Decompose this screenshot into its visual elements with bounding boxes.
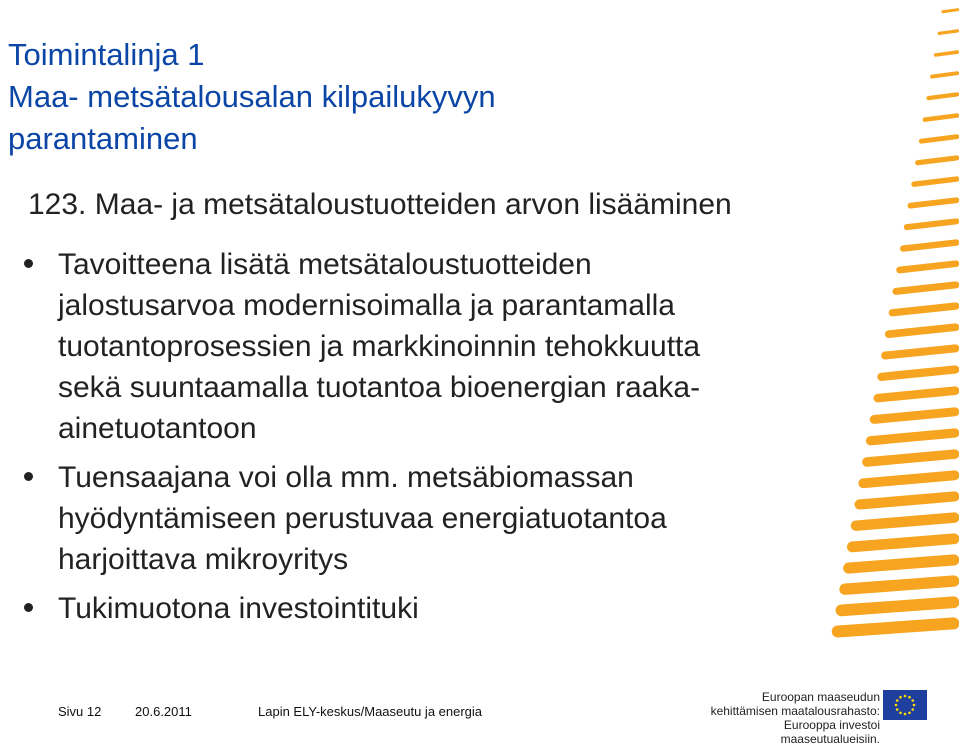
title-line-3: parantaminen [8,121,198,156]
bullet-list [22,244,822,637]
bullet-dot-icon [24,472,33,481]
eu-line-3: Eurooppa investoi maaseutualueisiin. [780,718,880,746]
eu-line-2: kehittämisen maatalousrahasto: [710,704,880,718]
bullet-dot-icon [24,259,33,268]
bullet-line: sekä suuntaamalla tuotantoa bioenergian raaka- [58,371,701,404]
eu-flag-icon [883,690,927,720]
title-line-1: Toimintalinja 1 [8,37,205,72]
decorative-orange-stripes [819,0,959,650]
bullet-item [22,457,822,580]
bullet-dot-icon [24,603,33,612]
bullet-line: Tavoitteena lisätä metsätaloustuotteiden [58,248,592,281]
bullet-item [22,244,822,449]
title-line-2: Maa- metsätalousalan kilpailukyvyn [8,79,496,114]
bullet-line: tuotantoprosessien ja markkinoinnin tehokkuutta [58,330,701,363]
bullet-line: hyödyntämiseen perustuvaa energiatuotantoa [58,502,667,535]
bullet-line: jalostusarvoa modernisoimalla ja parantamalla [58,289,675,322]
eu-line-1: Euroopan maaseudun [761,690,880,704]
eu-fund-text [700,690,880,746]
bullet-line: Tuensaajana voi olla mm. metsäbiomassan [58,461,634,494]
page-number: Sivu 12 [58,704,102,719]
section-heading: 123. Maa- ja metsätaloustuotteiden arvon lisääminen [28,188,732,221]
footer-date: 20.6.2011 [135,704,192,719]
bullet-line: ainetuotantoon [58,412,257,445]
bullet-line: Tukimuotona investointituki [58,592,419,625]
bullet-item [22,588,822,629]
bullet-line: harjoittava mikroyritys [58,543,349,576]
footer-organization: Lapin ELY-keskus/Maaseutu ja energia [258,704,483,719]
slide-title [8,34,808,160]
